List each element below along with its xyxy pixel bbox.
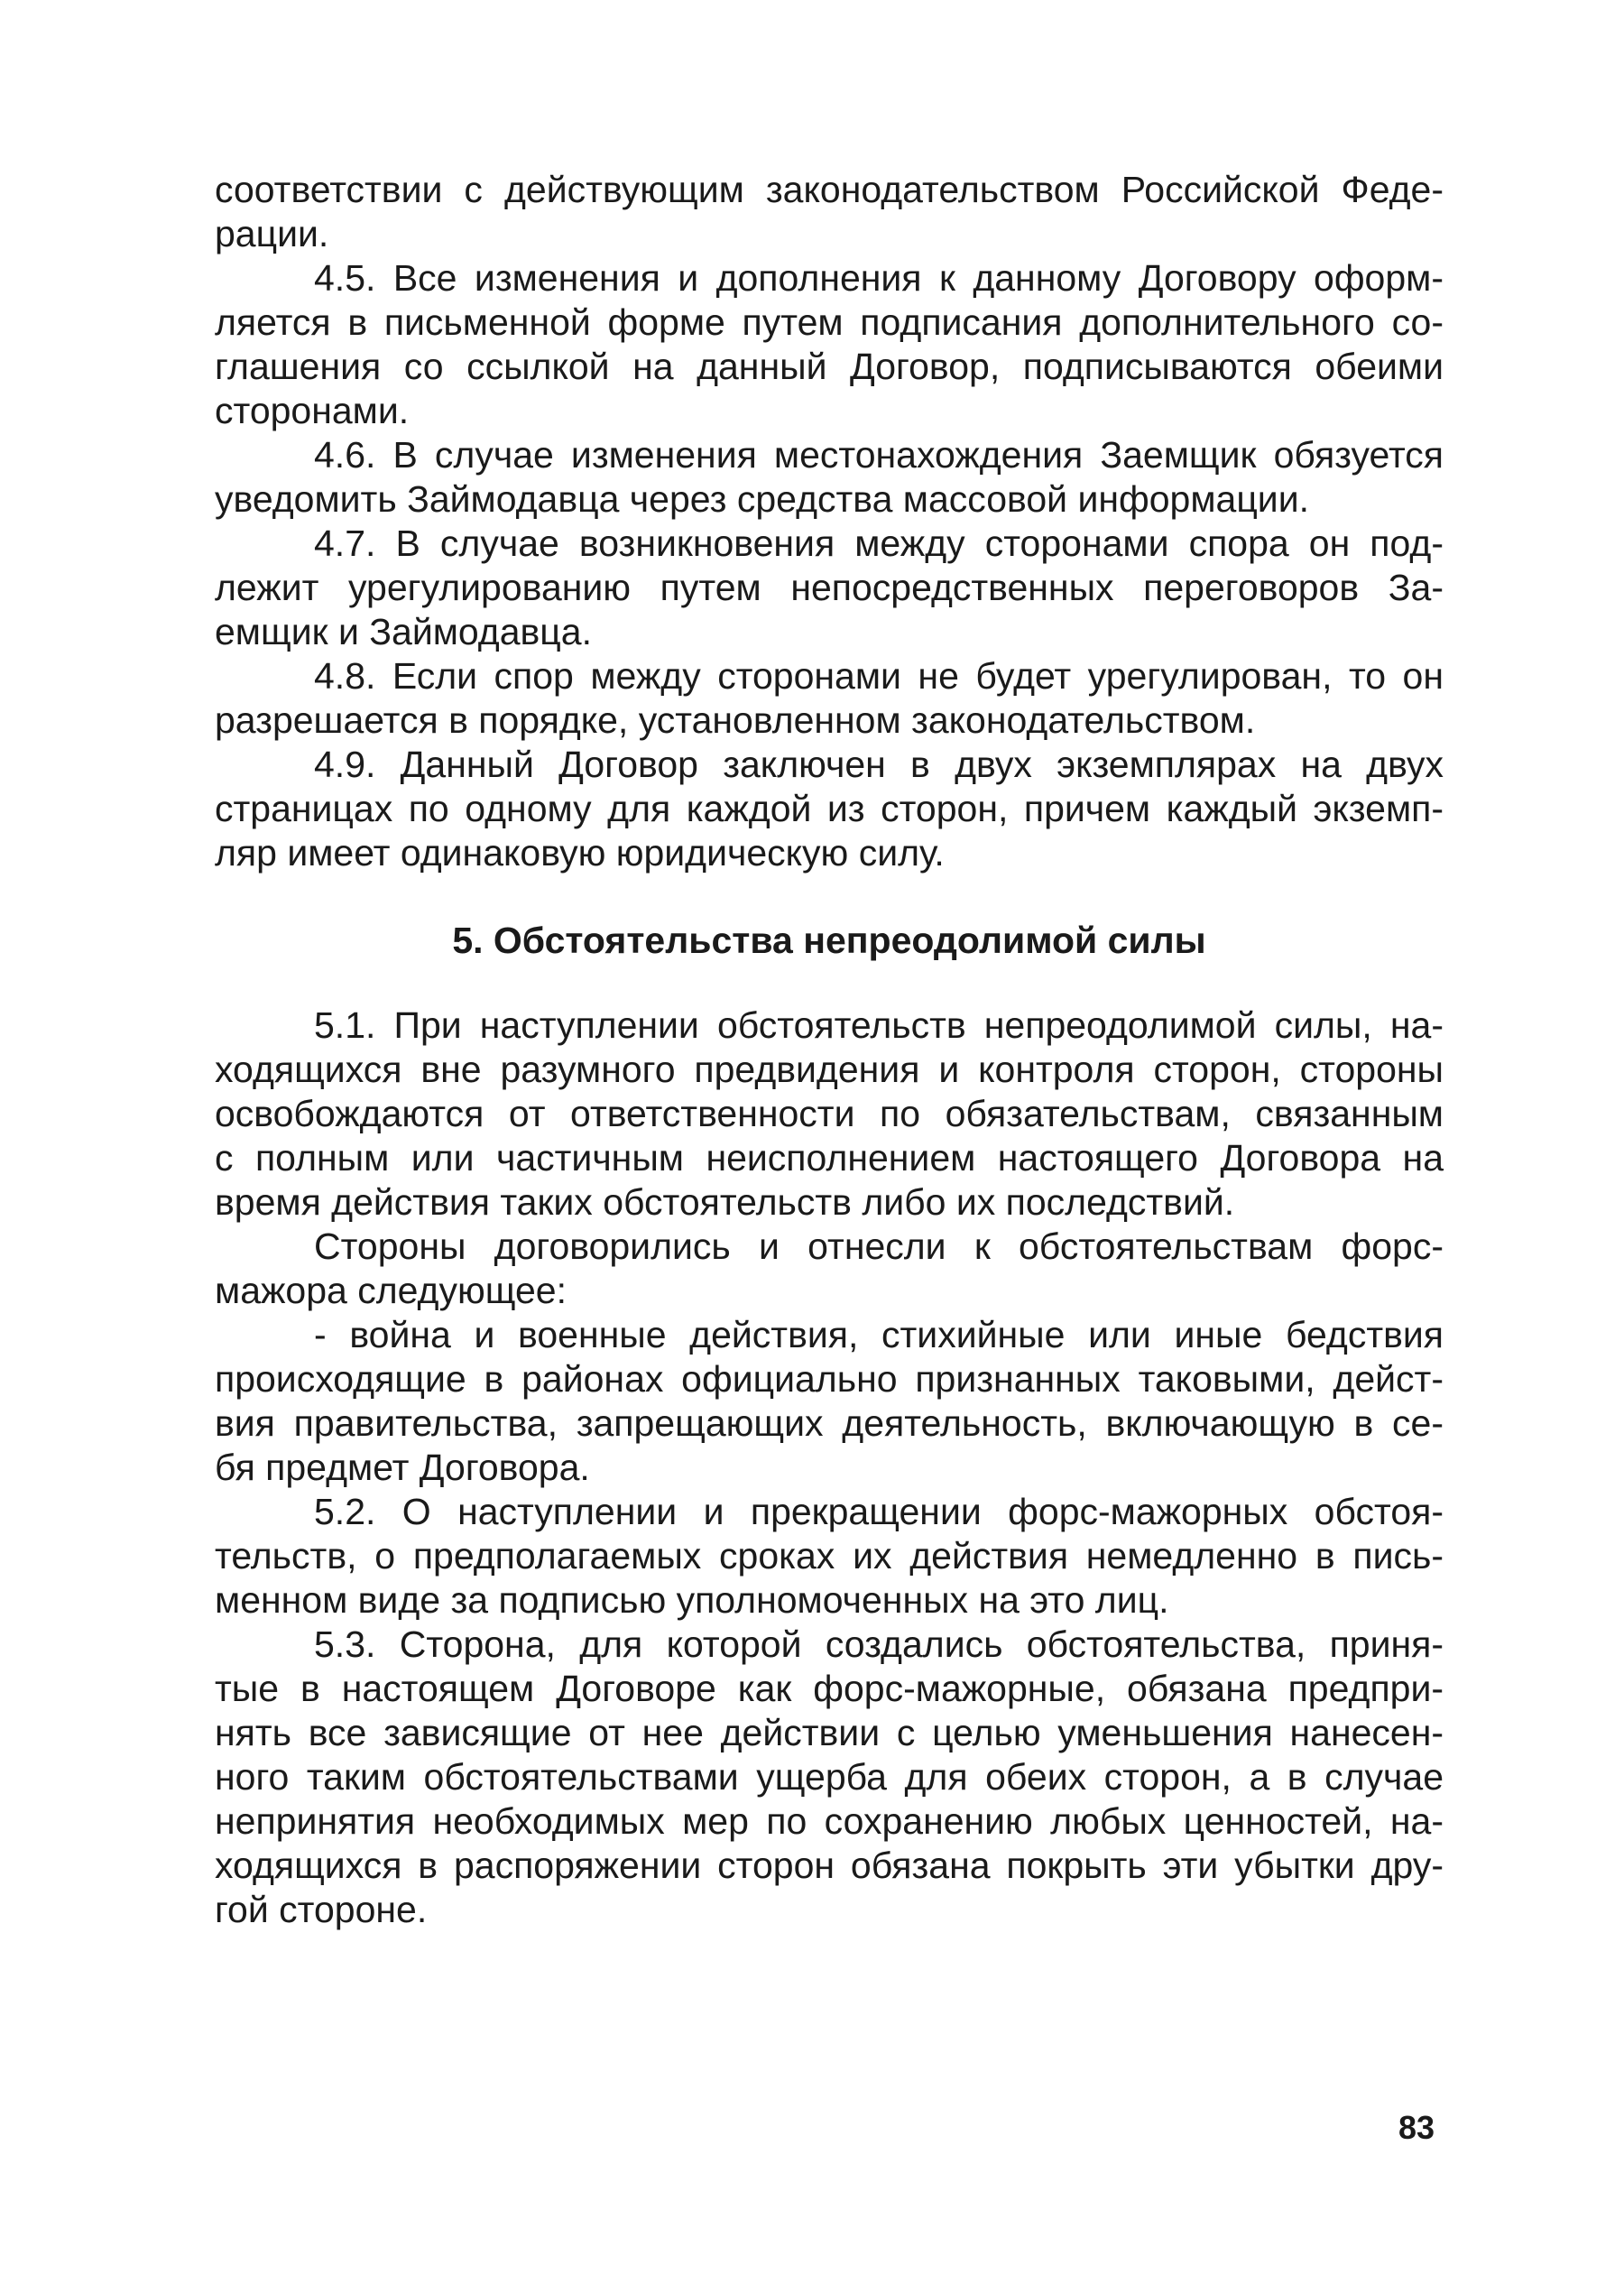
paragraph-4-5 <box>215 256 1444 433</box>
paragraph-5-3 <box>215 1623 1444 1932</box>
text-line: страницах по одному для каждой из сторон, причем каждый экземп- <box>215 788 1444 829</box>
text-line: вия правительства, запрещающих деятельность, включающую в се- <box>215 1402 1444 1444</box>
text-line: тельств, о предполагаемых сроках их действия немедленно в пись- <box>215 1535 1444 1577</box>
text-line: 4.6. В случае изменения местонахождения Заемщик обязуется <box>314 434 1444 476</box>
text-line: уведомить Займодавца через средства массовой информации. <box>215 478 1310 520</box>
text-line: 4.7. В случае возникновения между сторонами спора он под- <box>314 523 1444 564</box>
text-line: ляр имеет одинаковую юридическую силу. <box>215 832 945 874</box>
text-line: 4.9. Данный Договор заключен в двух экземплярах на двух <box>314 744 1444 785</box>
text-line: глашения со ссылкой на данный Договор, подписываются обеими <box>215 346 1444 387</box>
text-line: с полным или частичным неисполнением настоящего Договора на <box>215 1137 1444 1179</box>
text-line: ного таким обстоятельствами ущерба для обеих сторон, а в случае <box>215 1756 1444 1798</box>
text-line: лежит урегулированию путем непосредственных переговоров За- <box>215 567 1444 608</box>
text-line: 5.2. О наступлении и прекращении форс-мажорных обстоя- <box>314 1491 1444 1532</box>
text-line: емщик и Займодавца. <box>215 611 592 652</box>
text-line: Стороны договорились и отнесли к обстоятельствам форс- <box>314 1225 1444 1267</box>
paragraph-4-9 <box>215 743 1444 875</box>
text-line: тые в настоящем Договоре как форс-мажорные, обязана предпри- <box>215 1668 1444 1709</box>
paragraph-5-1 <box>215 1003 1444 1225</box>
text-line: происходящие в районах официально признанных таковыми, дейст- <box>215 1358 1444 1400</box>
paragraph-4-7 <box>215 522 1444 654</box>
text-line: ходящихся в распоряжении сторон обязана покрыть эти убытки дру- <box>215 1845 1444 1886</box>
text-line: нять все зависящие от нее действии с целью уменьшения нанесен- <box>215 1712 1444 1753</box>
text-line: 4.8. Если спор между сторонами не будет урегулирован, то он <box>314 655 1444 697</box>
paragraph-4-8 <box>215 654 1444 743</box>
paragraph-force-majeure-intro <box>215 1225 1444 1313</box>
text-line: 5.3. Сторона, для которой создались обстоятельства, приня- <box>314 1623 1444 1665</box>
document-body <box>215 168 1444 1932</box>
text-line: рации. <box>215 213 329 254</box>
text-line: время действия таких обстоятельств либо их последствий. <box>215 1181 1235 1223</box>
text-line: непринятия необходимых мер по сохранению любых ценностей, на- <box>215 1800 1444 1842</box>
text-line: - война и военные действия, стихийные или иные бедствия <box>314 1314 1444 1355</box>
text-line: 4.5. Все изменения и дополнения к данному Договору оформ- <box>314 257 1444 299</box>
text-line: освобождаются от ответственности по обязательствам, связанным <box>215 1093 1444 1134</box>
text-line: соответствии с действующим законодательством Российской Феде- <box>215 169 1444 210</box>
text-line: разрешается в порядке, установленном законодательством. <box>215 699 1256 741</box>
paragraph-force-majeure-list <box>215 1313 1444 1490</box>
paragraph-4-6 <box>215 433 1444 522</box>
paragraph-5-2 <box>215 1490 1444 1623</box>
text-line: бя предмет Договора. <box>215 1447 590 1488</box>
section-heading: 5. Обстоятельства непреодолимой силы <box>452 920 1206 961</box>
text-line: мажора следующее: <box>215 1270 567 1311</box>
text-line: гой стороне. <box>215 1889 428 1930</box>
text-line: сторонами. <box>215 390 410 431</box>
page-number: 83 <box>1398 2109 1435 2146</box>
text-line: менном виде за подписью уполномоченных на это лиц. <box>215 1579 1169 1621</box>
text-line: ходящихся вне разумного предвидения и контроля сторон, стороны <box>215 1049 1444 1090</box>
text-line: ляется в письменной форме путем подписания дополнительного со- <box>215 301 1444 343</box>
text-line: 5.1. При наступлении обстоятельств непреодолимой силы, на- <box>314 1004 1444 1046</box>
paragraph-continuation <box>215 168 1444 256</box>
